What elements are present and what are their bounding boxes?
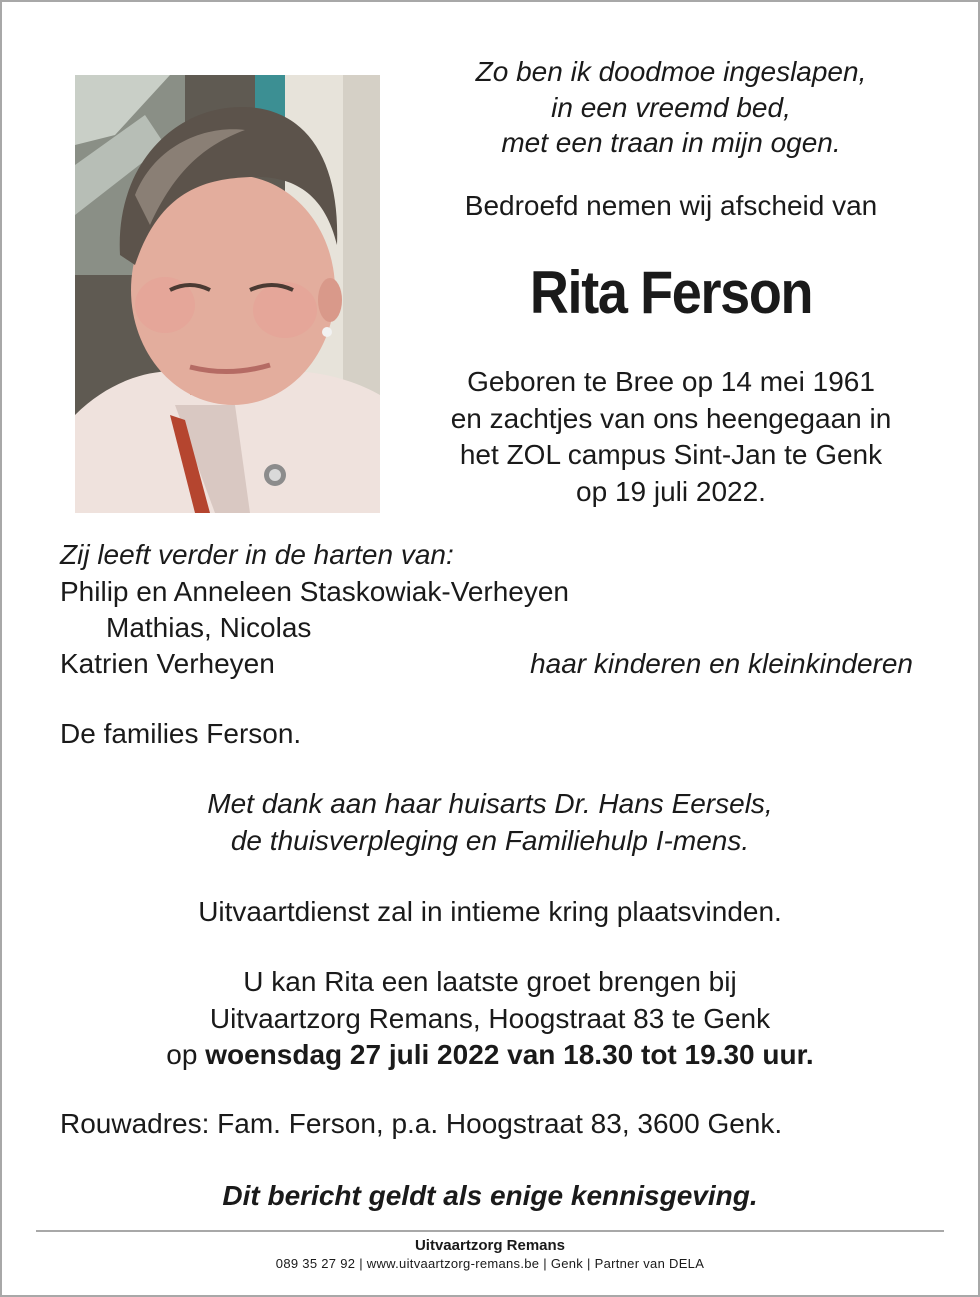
visit-line: Uitvaartzorg Remans, Hoogstraat 83 te Genk bbox=[209, 1002, 771, 1034]
poem-line: Zo ben ik doodmoe ingeslapen, bbox=[475, 56, 867, 87]
funeral-home-details: 089 35 27 92 | www.uitvaartzorg-remans.be | Genk | Partner van DELA bbox=[275, 1256, 705, 1271]
visit-line: U kan Rita een laatste groet brengen bij bbox=[243, 966, 737, 997]
survivors-heading: Zij leeft verder in de harten van: bbox=[60, 539, 454, 570]
portrait-photo bbox=[75, 75, 380, 513]
grandchildren: Mathias, Nicolas bbox=[106, 612, 312, 643]
intro-text: Bedroefd nemen wij afscheid van bbox=[464, 190, 878, 221]
deceased-name: Rita Ferson bbox=[529, 259, 813, 326]
families-text: De families Ferson. bbox=[60, 718, 302, 749]
survivor-family-1: Philip en Anneleen Staskowiak-Verheyen bbox=[60, 576, 570, 607]
poem-line: met een traan in mijn ogen. bbox=[501, 127, 841, 158]
survivor-family-2: Katrien Verheyen bbox=[60, 648, 275, 679]
visit-info bbox=[0, 964, 980, 1074]
relation-label: haar kinderen en kleinkinderen bbox=[530, 648, 913, 679]
footer-divider bbox=[36, 1230, 944, 1232]
funeral-home-name: Uitvaartzorg Remans bbox=[414, 1237, 566, 1254]
born-line: op 19 juli 2022. bbox=[576, 475, 766, 507]
service-text: Uitvaartdienst zal in intieme kring plaatsvinden. bbox=[198, 896, 782, 927]
visit-line bbox=[0, 1037, 980, 1074]
born-line: en zachtjes van ons heengegaan in bbox=[450, 402, 892, 434]
thanks-text bbox=[0, 786, 980, 859]
visit-datetime: woensdag 27 juli 2022 van 18.30 tot 19.30 uur. bbox=[205, 1039, 814, 1070]
visit-prefix: op bbox=[166, 1039, 206, 1070]
thanks-line: Met dank aan haar huisarts Dr. Hans Eersels, bbox=[207, 788, 773, 819]
thanks-line: de thuisverpleging en Familiehulp I-mens. bbox=[230, 824, 750, 856]
closing-statement: Dit bericht geldt als enige kennisgeving. bbox=[222, 1180, 758, 1211]
born-line: het ZOL campus Sint-Jan te Genk bbox=[459, 439, 883, 470]
poem-line: in een vreemd bed, bbox=[551, 91, 791, 123]
poem bbox=[415, 54, 927, 161]
birth-death-info bbox=[415, 364, 927, 510]
mourning-address: Rouwadres: Fam. Ferson, p.a. Hoogstraat 83, 3600 Genk. bbox=[60, 1108, 783, 1139]
born-line: Geboren te Bree op 14 mei 1961 bbox=[467, 366, 875, 397]
